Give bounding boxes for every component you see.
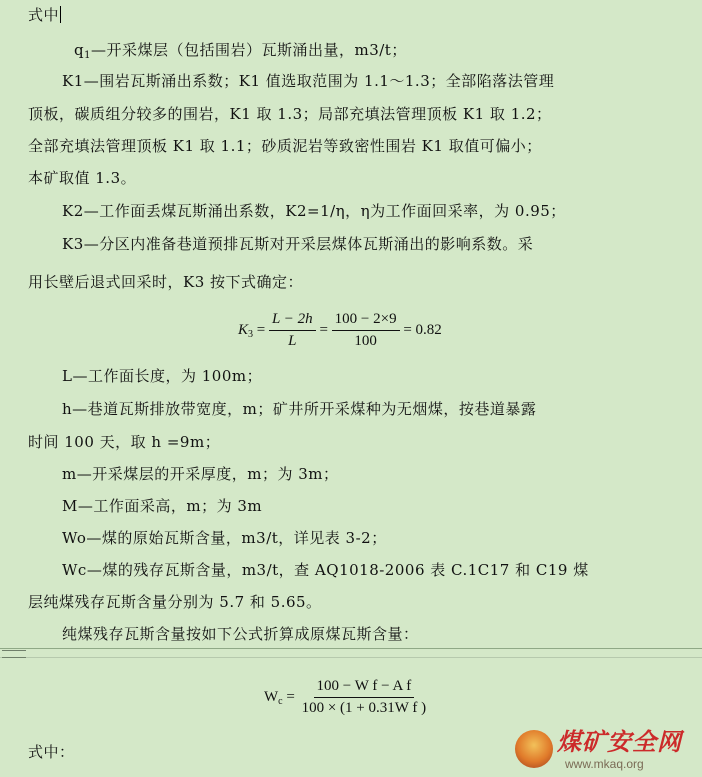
formula-result: = 0.82 [403, 321, 442, 338]
text: 式中 [28, 6, 60, 24]
numerator: L − 2h [269, 311, 316, 331]
fraction [332, 311, 400, 350]
denominator: L [288, 333, 297, 349]
text-line[interactable]: 用长壁后退式回采时，K3 按下式确定： [28, 273, 304, 291]
text-line[interactable]: 纯煤残存瓦斯含量按如下公式折算成原煤瓦斯含量： [62, 625, 419, 643]
text-line[interactable]: 时间 100 天，取 h =9m； [28, 433, 221, 451]
fraction [269, 311, 316, 350]
numerator: 100 − 2×9 [332, 311, 400, 331]
page-break [0, 648, 702, 658]
logo-emblem [515, 730, 553, 768]
subscript: 1 [84, 50, 91, 61]
page-break-handle[interactable] [2, 650, 26, 658]
denominator: 100 [354, 333, 377, 349]
formula-lhs: W [264, 688, 279, 705]
text-line[interactable]: h—巷道瓦斯排放带宽度，m；矿井所开采煤种为无烟煤，按巷道暴露 [62, 400, 537, 418]
text-line[interactable]: 本矿取值 1.3。 [28, 169, 137, 187]
formula-lhs-sub: c [278, 695, 283, 707]
text-line[interactable]: 层纯煤残存瓦斯含量分别为 5.7 和 5.65。 [28, 593, 322, 611]
text-caret [60, 6, 61, 23]
equals-sign: = [319, 321, 332, 338]
text-line[interactable]: M—工作面采高，m；为 3m [62, 497, 263, 515]
formula-lhs: K [238, 321, 249, 338]
text-line[interactable]: Wo—煤的原始瓦斯含量，m3/t，详见表 3-2； [62, 529, 387, 547]
equals-sign: = [256, 321, 269, 338]
formula-wc [264, 678, 429, 717]
numerator: 100 − W f − A f [314, 678, 415, 698]
text-line[interactable] [28, 5, 61, 25]
text-line[interactable]: 顶板，碳质组分较多的围岩，K1 取 1.3；局部充填法管理顶板 K1 取 1.2； [28, 105, 552, 123]
text-line[interactable]: 式中： [28, 743, 75, 761]
text-line[interactable]: Wc—煤的残存瓦斯含量，m3/t，查 AQ1018-2006 表 C.1C17 和 C19 煤 [62, 561, 589, 579]
fraction [299, 678, 430, 717]
denominator: 100 × (1 + 0.31W f ) [301, 700, 427, 716]
text: —开采煤层（包括围岩）瓦斯涌出量，m3/t； [90, 41, 407, 59]
equals-sign: = [286, 688, 299, 705]
formula-k3 [238, 311, 442, 350]
text-line[interactable] [74, 40, 407, 66]
formula-lhs-sub: 3 [248, 328, 254, 340]
text-line[interactable]: K1—围岩瓦斯涌出系数；K1 值选取范围为 1.1～1.3；全部陷落法管理 [62, 72, 555, 90]
text-line[interactable]: L—工作面长度，为 100m； [62, 367, 263, 385]
text-line[interactable]: m—开采煤层的开采厚度，m；为 3m； [62, 465, 339, 483]
logo-name: 煤矿安全网 [557, 728, 682, 756]
watermark-logo [515, 728, 695, 772]
logo-url: www.mkaq.org [565, 757, 644, 771]
text-line[interactable]: K3—分区内准备巷道预排瓦斯对开采层煤体瓦斯涌出的影响系数。采 [62, 235, 534, 253]
text: q [74, 41, 85, 59]
text-line[interactable]: K2—工作面丢煤瓦斯涌出系数，K2=1/η，η为工作面回采率，为 0.95； [62, 202, 566, 220]
text-line[interactable]: 全部充填法管理顶板 K1 取 1.1；砂质泥岩等致密性围岩 K1 取值可偏小； [28, 137, 542, 155]
